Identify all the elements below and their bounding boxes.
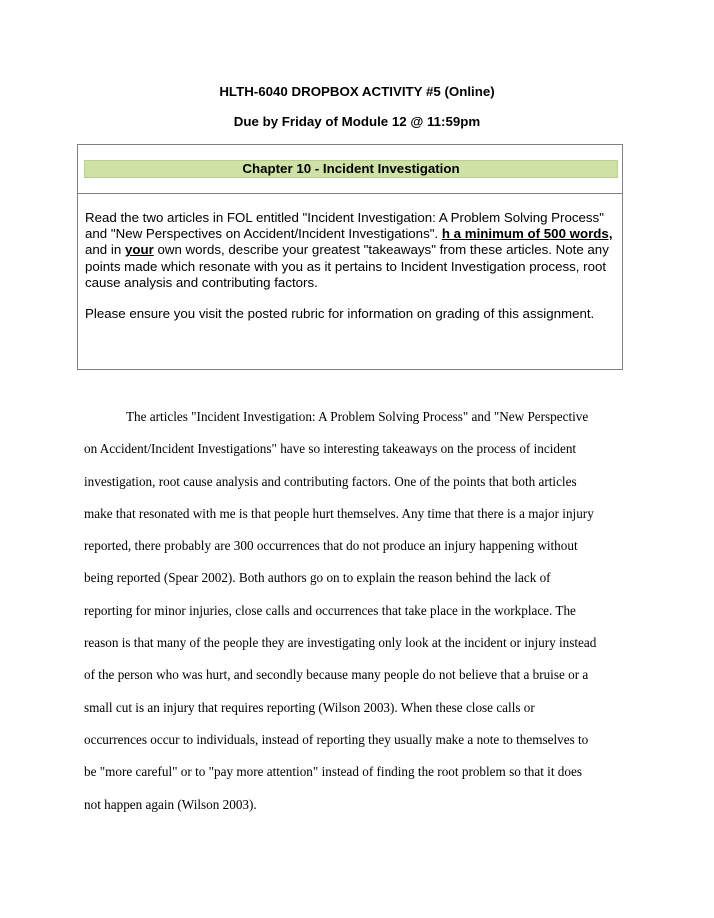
essay-line: reporting for minor injuries, close calls and occurrences that take place in the workplace. The <box>84 602 576 618</box>
essay-line: on Accident/Incident Investigations" have so interesting takeaways on the process of incident <box>84 441 577 457</box>
essay-line: of the person who was hurt, and secondly because many people do not believe that a bruise or a <box>84 667 589 683</box>
document-title: HLTH-6040 DROPBOX ACTIVITY #5 (Online) <box>219 84 495 99</box>
essay-body <box>84 401 632 821</box>
essay-line: not happen again (Wilson 2003). <box>84 796 257 812</box>
your-emphasis: your <box>124 242 154 258</box>
instructions-text-3: own words, describe your greatest "takeaways" from these articles. Note any points made which resonate with you as it pertains to Incident Investigation process, root cause analysis and contributing factors. <box>85 242 609 290</box>
essay-line: small cut is an injury that requires reporting (Wilson 2003). When these close calls or <box>84 699 535 715</box>
essay-line: The articles "Incident Investigation: A Problem Solving Process" and "New Perspective <box>126 409 589 424</box>
essay-line: be "more careful" or to "pay more attention" instead of finding the root problem so that it does <box>84 764 582 780</box>
essay-line: reason is that many of the people they are investigating only look at the incident or injury instead <box>84 635 597 651</box>
essay-line: investigation, root cause analysis and contributing factors. One of the points that both articles <box>84 473 577 489</box>
word-count-requirement: h a minimum of 500 words, <box>441 226 613 242</box>
instructions-text-2: and in <box>85 242 125 258</box>
chapter-title: Chapter 10 - Incident Investigation <box>84 160 618 178</box>
assignment-box <box>77 144 623 370</box>
essay-line: reported, there probably are 300 occurrences that do not produce an injury happening without <box>84 538 578 554</box>
essay-line: being reported (Spear 2002). Both authors go on to explain the reason behind the lack of <box>84 570 551 586</box>
essay-line: occurrences occur to individuals, instead of reporting they usually make a note to themselves to <box>84 731 589 747</box>
rubric-note: Please ensure you visit the posted rubric for information on grading of this assignment. <box>85 306 595 322</box>
assignment-instructions <box>85 210 623 322</box>
assignment-box-header <box>78 145 622 194</box>
instructions-text-1: Read the two articles in FOL entitled "Incident Investigation: A Problem Solving Process" and "New Perspectives on Accident/Incident Investigations". <box>85 210 604 242</box>
essay-line: make that resonated with me is that people hurt themselves. Any time that there is a major injury <box>84 505 594 521</box>
instructions-paragraph <box>85 210 623 291</box>
due-date: Due by Friday of Module 12 @ 11:59pm <box>233 114 481 129</box>
